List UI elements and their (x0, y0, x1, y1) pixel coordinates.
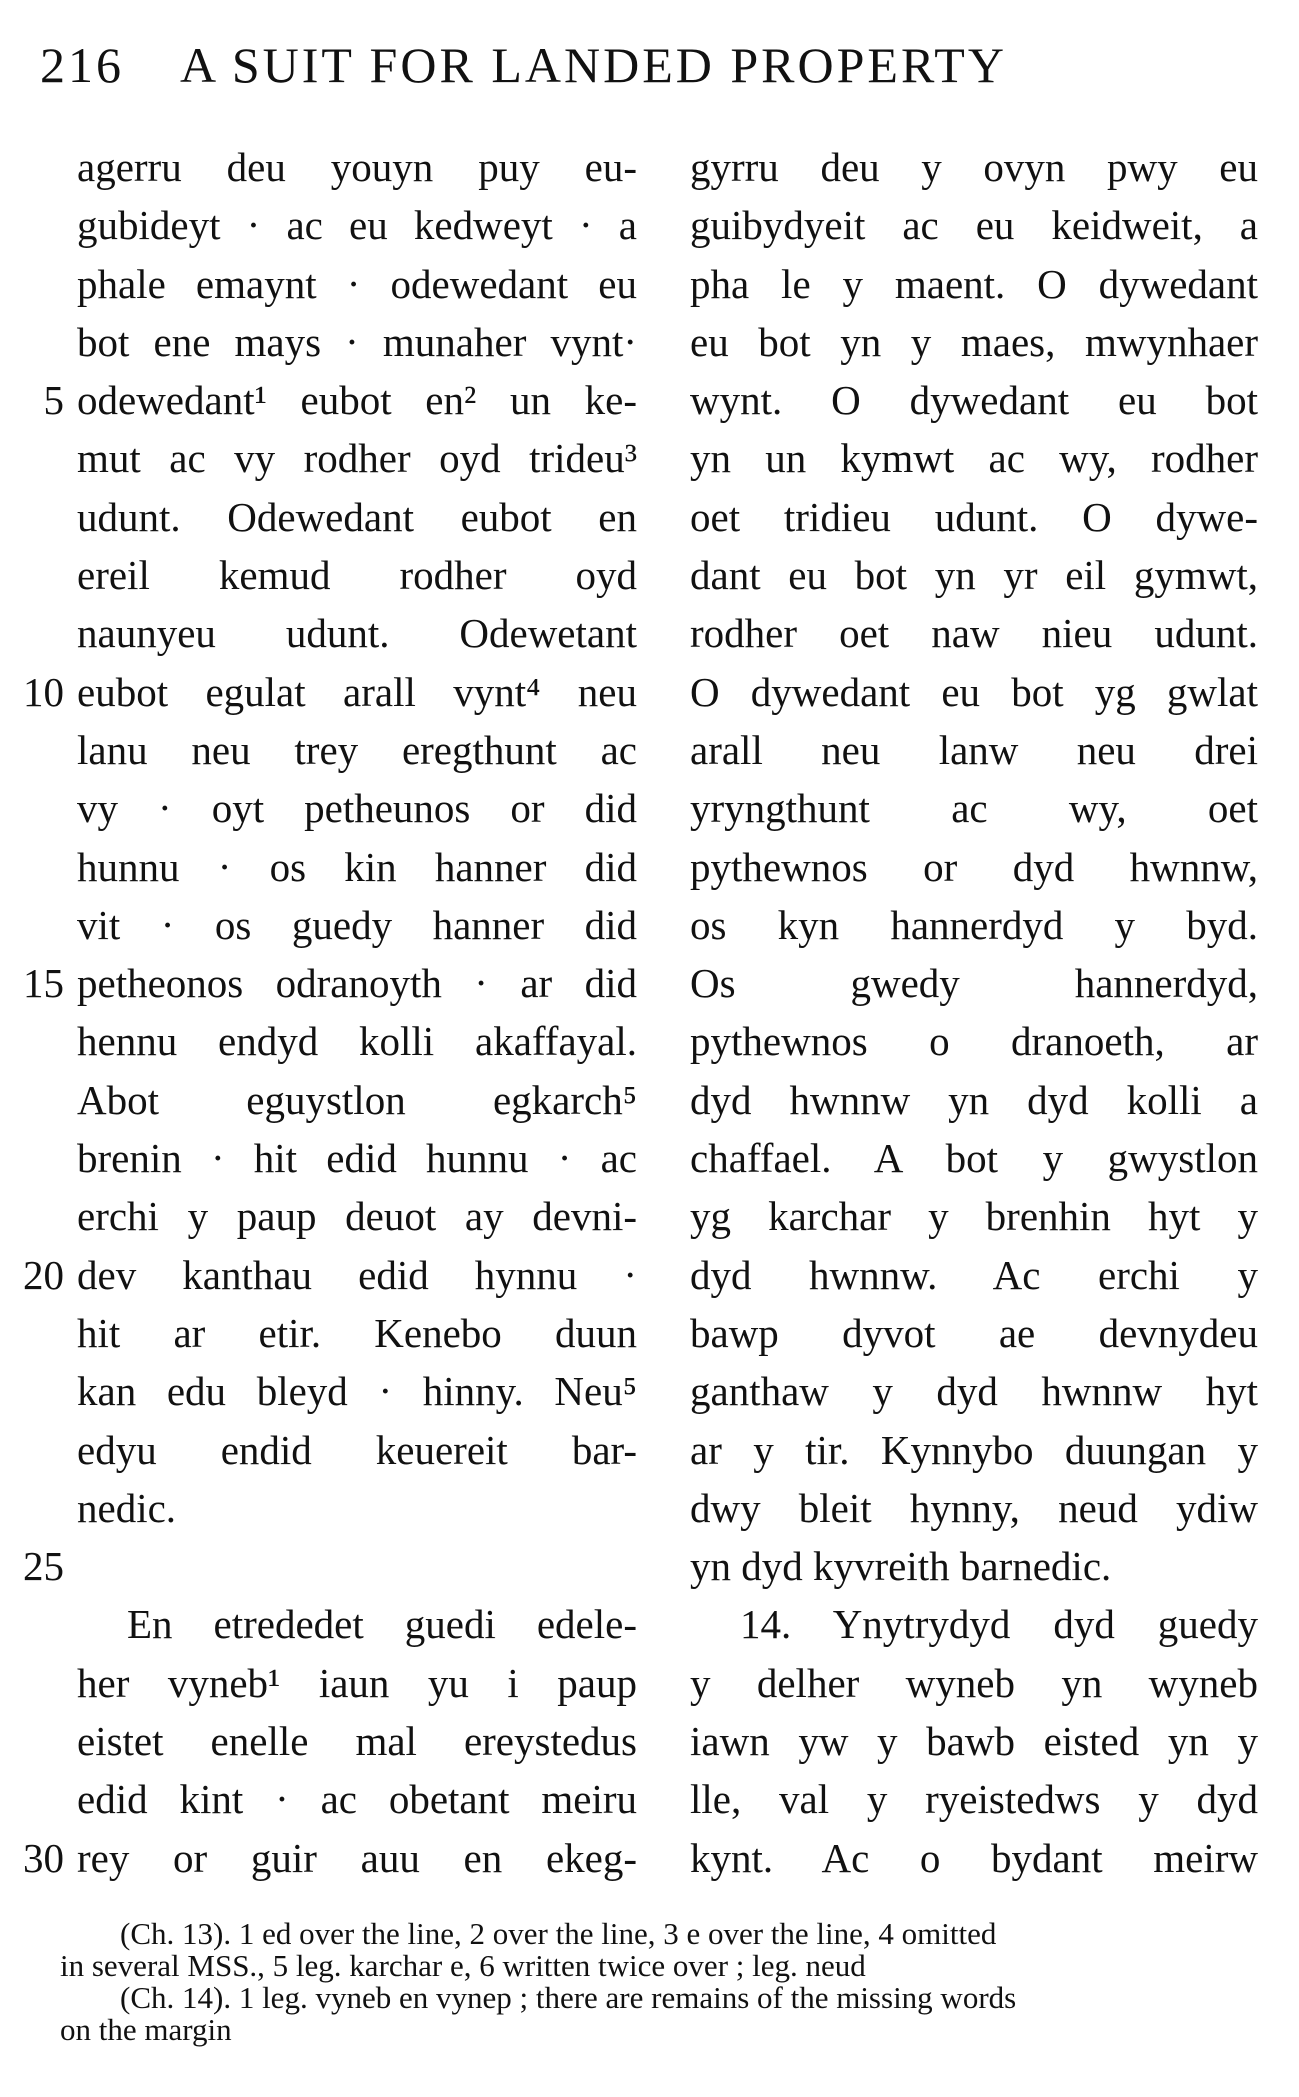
text-line: O dywedant eu bot yg gwlat (690, 668, 1258, 715)
text-line: edyu endid keuereit bar- (77, 1426, 637, 1473)
text-line: gubideyt · ac eu kedweyt · a (77, 202, 637, 249)
line-number: 30 (23, 1835, 64, 1881)
text-line: rey or guir auu en ekeg- (77, 1834, 637, 1881)
text-line: naunyeu udunt. Odewetant (77, 610, 637, 657)
line-number: 25 (23, 1543, 64, 1589)
text-line: edid kint · ac obetant meiru (77, 1776, 637, 1823)
text-line: pythewnos o dranoeth, ar (690, 1018, 1258, 1065)
text-line: oet tridieu udunt. O dywe- (690, 493, 1258, 540)
text-line: dwy bleit hynny, neud ydiw (690, 1484, 1258, 1531)
text-line: pythewnos or dyd hwnnw, (690, 843, 1258, 890)
line-number: 10 (23, 669, 64, 715)
text-line: os kyn hannerdyd y byd. (690, 901, 1258, 948)
text-line: iawn yw y bawb eisted yn y (690, 1718, 1258, 1765)
line-number: 15 (23, 960, 64, 1006)
text-line: ar y tir. Kynnybo duungan y (690, 1426, 1258, 1473)
text-line: arall neu lanw neu drei (690, 726, 1258, 773)
text-line: kan edu bleyd · hinny. Neu⁵ (77, 1368, 637, 1415)
text-line: hennu endyd kolli akaffayal. (77, 1018, 637, 1065)
text-line: yn dyd kyvreith barnedic. (690, 1543, 1112, 1590)
text-line: dev kanthau edid hynnu · (77, 1251, 637, 1298)
text-line: nedic. (77, 1484, 177, 1531)
text-line (77, 1537, 637, 1595)
text-line: mut ac vy rodher oyd trideu³ (77, 435, 637, 482)
right-column-text (690, 138, 1258, 1887)
text-line: bawp dyvot ae devnydeu (690, 1309, 1258, 1356)
text-line: y delher wyneb yn wyneb (690, 1659, 1258, 1706)
text-line: yg karchar y brenhin hyt y (690, 1193, 1258, 1240)
text-line: odewedant¹ eubot en² un ke- (77, 377, 637, 424)
text-line: dant eu bot yn yr eil gymwt, (690, 552, 1258, 599)
text-line: gyrru deu y ovyn pwy eu (690, 144, 1258, 190)
footnote-line: on the margin (60, 2012, 232, 2047)
text-line: bot ene mays · munaher vynt· (77, 318, 637, 365)
text-line: eistet enelle mal ereystedus (77, 1718, 637, 1765)
footnotes (60, 1918, 1260, 2046)
left-column-text (77, 138, 637, 1887)
text-line: her vyneb¹ iaun yu i paup (77, 1659, 637, 1706)
text-line: lle, val y ryeistedws y dyd (690, 1776, 1258, 1823)
text-line: ganthaw y dyd hwnnw hyt (690, 1368, 1258, 1415)
text-line: erchi y paup deuot ay devni- (77, 1193, 637, 1240)
text-line: 14. Ynytrydyd dyd guedy (740, 1601, 1258, 1648)
text-line: agerru deu youyn puy eu- (77, 144, 637, 190)
text-line: eu bot yn y maes, mwynhaer (690, 318, 1258, 365)
page-number: 216 (40, 37, 124, 93)
line-number: 5 (43, 377, 64, 423)
text-line: hunnu · os kin hanner did (77, 843, 637, 890)
text-line: pha le y maent. O dywedant (690, 260, 1258, 307)
line-number: 20 (23, 1252, 64, 1298)
text-line: petheonos odranoyth · ar did (77, 960, 637, 1007)
footnote-line: in several MSS., 5 leg. karchar e, 6 written twice over ; leg. neud (60, 1948, 866, 1983)
text-line: vit · os guedy hanner did (77, 901, 637, 948)
text-line: dyd hwnnw yn dyd kolli a (690, 1076, 1258, 1123)
text-line: rodher oet naw nieu udunt. (690, 610, 1258, 657)
text-line: eubot egulat arall vynt⁴ neu (77, 668, 637, 715)
page-title: A SUIT FOR LANDED PROPERTY (180, 37, 1007, 93)
text-line: phale emaynt · odewedant eu (77, 260, 637, 307)
text-line: guibydyeit ac eu keidweit, a (690, 202, 1258, 249)
footnote-line: (Ch. 13). 1 ed over the line, 2 over the line, 3 e over the line, 4 omitted (120, 1916, 997, 1951)
text-line: brenin · hit edid hunnu · ac (77, 1135, 637, 1182)
text-line: kynt. Ac o bydant meirw (690, 1834, 1258, 1881)
text-line: Abot eguystlon egkarch⁵ (77, 1076, 637, 1123)
text-line: dyd hwnnw. Ac erchi y (690, 1251, 1258, 1298)
footnote-line: (Ch. 14). 1 leg. vyneb en vynep ; there are remains of the missing words (120, 1980, 1017, 2015)
page-header (40, 30, 1240, 100)
text-line: yryngthunt ac wy, oet (690, 785, 1258, 832)
text-line: hit ar etir. Kenebo duun (77, 1309, 637, 1356)
text-line: udunt. Odewedant eubot en (77, 493, 637, 540)
text-line: lanu neu trey eregthunt ac (77, 726, 637, 773)
text-line: chaffael. A bot y gwystlon (690, 1135, 1258, 1182)
text-line: yn un kymwt ac wy, rodher (690, 435, 1258, 482)
text-line: Os gwedy hannerdyd, (690, 960, 1258, 1007)
text-line: En etrededet guedi edele- (127, 1601, 637, 1648)
text-line: wynt. O dywedant eu bot (690, 377, 1258, 424)
text-line: ereil kemud rodher oyd (77, 552, 637, 599)
text-line: vy · oyt petheunos or did (77, 785, 637, 832)
